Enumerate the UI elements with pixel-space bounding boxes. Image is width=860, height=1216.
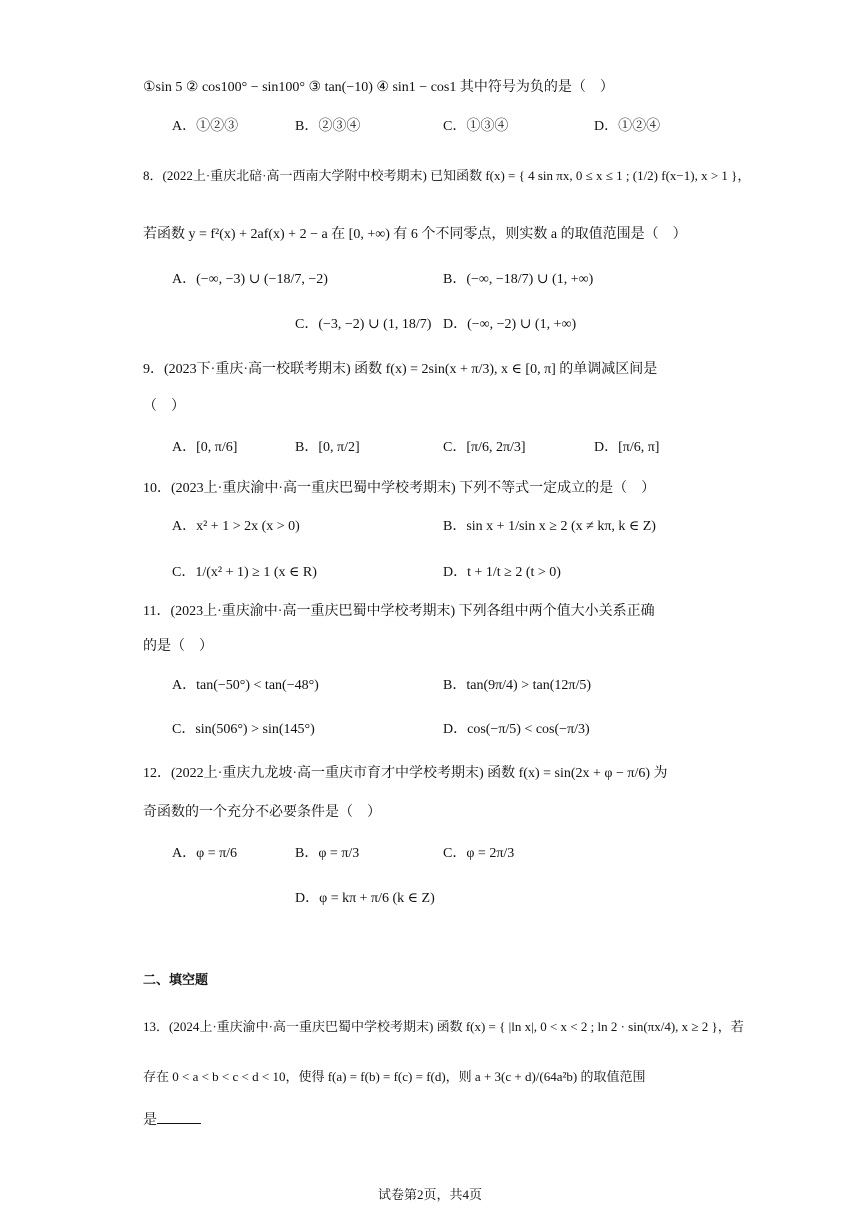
q9-stem2: （ ） [143, 399, 185, 414]
q8-stem: 8．(2022上·重庆北碚·高一西南大学附中校考期末) 已知函数 f(x) = { 4 sin πx, 0 ≤ x ≤ 1 ; (1/2) f(x−1), x > 1 }， [143, 168, 751, 183]
q7-option-c: C．①③④ [443, 119, 509, 134]
q8-option-d: D．(−∞, −2) ∪ (1, +∞) [443, 317, 577, 332]
q7-option-b: B．②③④ [295, 119, 361, 134]
q12-option-b: B．φ = π/3 [295, 846, 360, 861]
q12-stem: 12．(2022上·重庆九龙坡·高一重庆市育才中学校考期末) 函数 f(x) = sin(2x + φ − π/6) 为 [143, 766, 668, 781]
q10-option-b: B．sin x + 1/sin x ≥ 2 (x ≠ kπ, k ∈ Z) [443, 519, 656, 534]
q11-stem: 11．(2023上·重庆渝中·高一重庆巴蜀中学校考期末) 下列各组中两个值大小关系正确 [143, 604, 655, 619]
q11-option-a: A．tan(−50°) < tan(−48°) [172, 678, 319, 693]
q7-option-a: A．①②③ [172, 119, 239, 134]
q11-option-d: D．cos(−π/5) < cos(−π/3) [443, 722, 590, 737]
q13-stem3: 是 [143, 1113, 157, 1128]
q8-option-a: A．(−∞, −3) ∪ (−18/7, −2) [172, 272, 328, 287]
q13-stem2: 存在 0 < a < b < c < d < 10，使得 f(a) = f(b) = f(c) = f(d)，则 a + 3(c + d)/(64a²b) 的取值范围 [143, 1069, 646, 1084]
q7-option-d: D．①②④ [594, 119, 661, 134]
q12-option-d: D．φ = kπ + π/6 (k ∈ Z) [295, 891, 435, 906]
q7-stem: ①sin 5 ② cos100° − sin100° ③ tan(−10) ④ sin1 − cos1 其中符号为负的是（ ） [143, 80, 614, 95]
q12-option-a: A．φ = π/6 [172, 846, 238, 861]
q10-option-a: A．x² + 1 > 2x (x > 0) [172, 519, 300, 534]
q8-option-b: B．(−∞, −18/7) ∪ (1, +∞) [443, 272, 594, 287]
answer-blank[interactable] [157, 1109, 201, 1124]
q13-stem: 13．(2024上·重庆渝中·高一重庆巴蜀中学校考期末) 函数 f(x) = { |ln x|, 0 < x < 2 ; ln 2 · sin(πx/4), x ≥ 2 }，若 [143, 1019, 744, 1034]
q9-option-c: C．[π/6, 2π/3] [443, 440, 526, 455]
q11-stem2: 的是（ ） [143, 639, 213, 654]
q10-option-d: D．t + 1/t ≥ 2 (t > 0) [443, 565, 561, 580]
q9-option-a: A．[0, π/6] [172, 440, 238, 455]
q9-option-b: B．[0, π/2] [295, 440, 360, 455]
q9-stem: 9．(2023下·重庆·高一校联考期末) 函数 f(x) = 2sin(x + π/3), x ∈ [0, π] 的单调减区间是 [143, 362, 658, 377]
q8-stem2: 若函数 y = f²(x) + 2af(x) + 2 − a 在 [0, +∞) 有 6 个不同零点，则实数 a 的取值范围是（ ） [143, 227, 687, 242]
q10-stem: 10．(2023上·重庆渝中·高一重庆巴蜀中学校考期末) 下列不等式一定成立的是（ ） [143, 481, 656, 496]
q10-option-c: C．1/(x² + 1) ≥ 1 (x ∈ R) [172, 565, 317, 580]
section-heading: 二、填空题 [143, 973, 209, 988]
q9-option-d: D．[π/6, π] [594, 440, 660, 455]
q12-option-c: C．φ = 2π/3 [443, 846, 515, 861]
q8-option-c: C．(−3, −2) ∪ (1, 18/7) [295, 317, 432, 332]
q13-stem3-wrap [143, 1109, 720, 1131]
page-footer: 试卷第2页，共4页 [377, 1187, 482, 1202]
q11-option-c: C．sin(506°) > sin(145°) [172, 722, 315, 737]
q11-option-b: B．tan(9π/4) > tan(12π/5) [443, 678, 592, 693]
q12-stem2: 奇函数的一个充分不必要条件是（ ） [143, 805, 381, 820]
